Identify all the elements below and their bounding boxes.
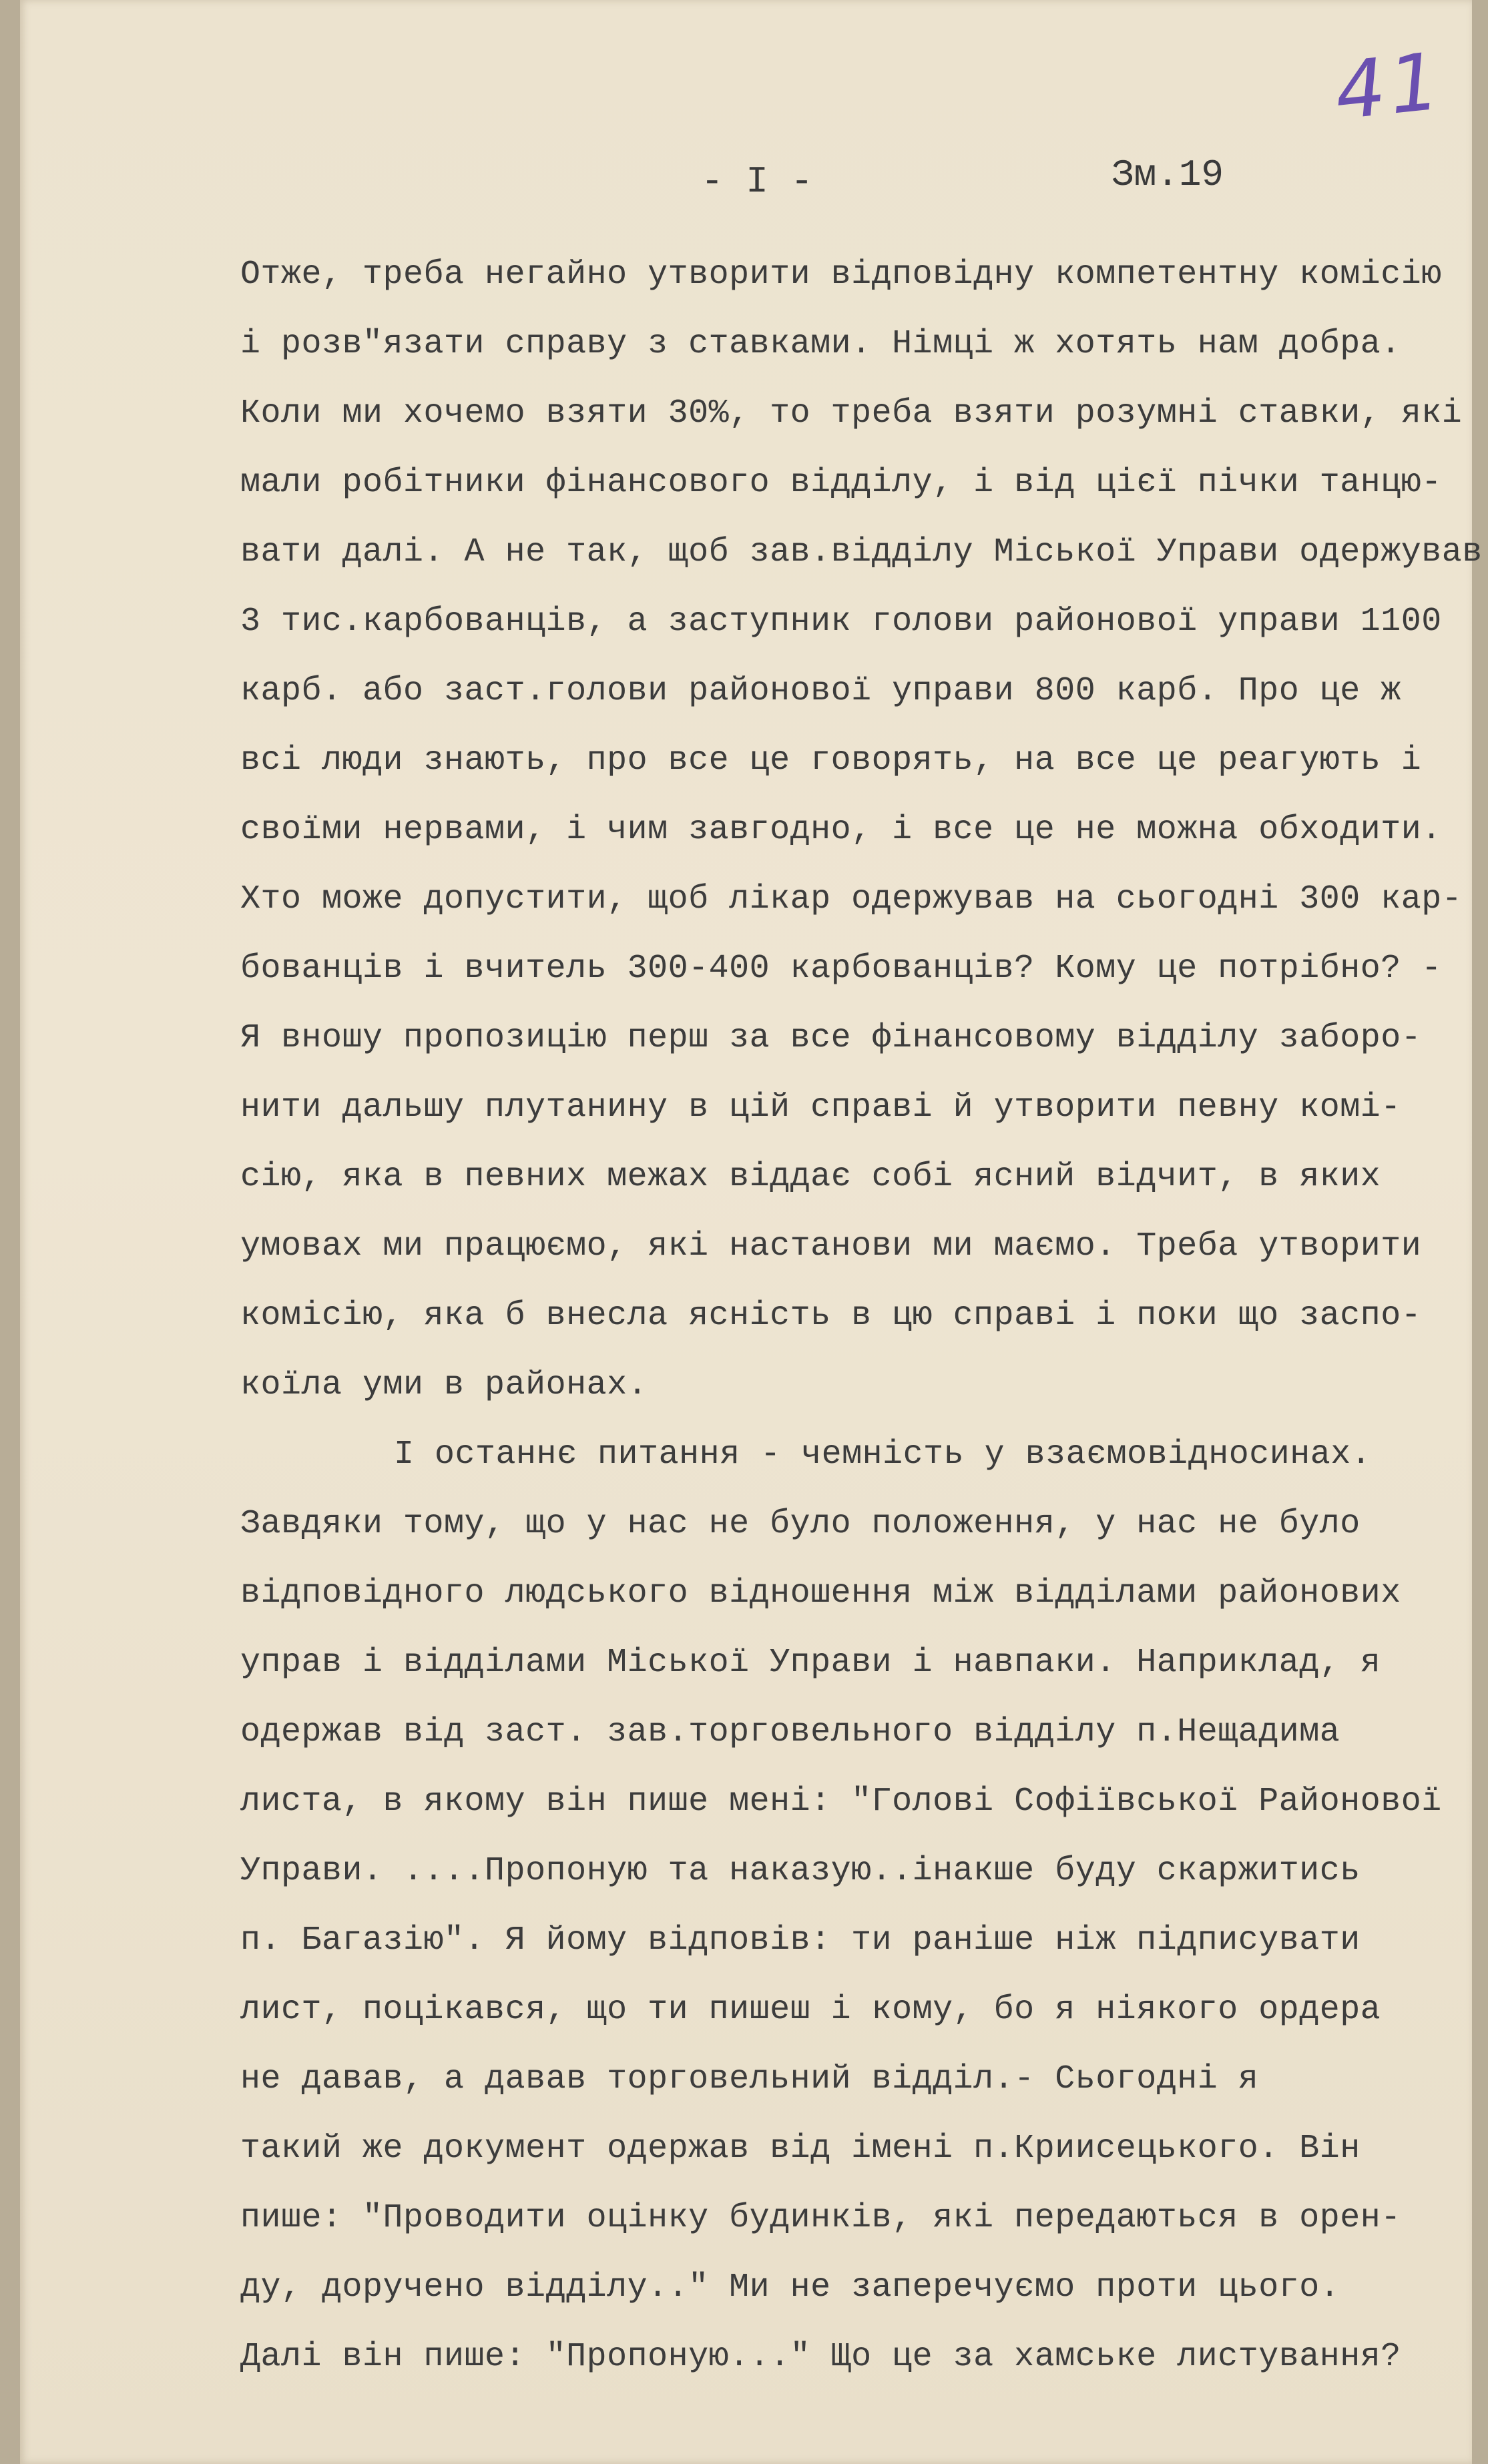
text-line: бованців і вчитель 300-400 карбованців? Кому це потрібно? - xyxy=(240,950,1442,988)
sheet-reference: Зм.19 xyxy=(1111,153,1224,196)
text-line: Завдяки тому, що у нас не було положення, у нас не було xyxy=(240,1505,1360,1543)
text-line: Далі він пише: "Пропоную..." Що це за хамське листування? xyxy=(240,2338,1401,2376)
text-line: Управи. ....Пропоную та наказую..інакше буду скаржитись xyxy=(240,1852,1360,1890)
text-line: відповідного людського відношення між відділами районових xyxy=(240,1574,1401,1612)
text-line: карб. або заст.голови районової управи 800 карб. Про це ж xyxy=(240,672,1401,710)
text-line: сію, яка в певних межах віддає собі ясний відчит, в яких xyxy=(240,1158,1381,1196)
text-line: такий же документ одержав від імені п.Криисецького. Він xyxy=(240,2130,1360,2168)
text-line: 3 тис.карбованців, а заступник голови районової управи 1100 xyxy=(240,603,1442,641)
page-number: - I - xyxy=(701,160,814,203)
text-line: умовах ми працюємо, які настанови ми маємо. Треба утворити xyxy=(240,1227,1422,1265)
text-line: листа, в якому він пише мені: "Голові Софіївської Районової xyxy=(240,1783,1442,1821)
text-line: лист, поцікався, що ти пишеш і кому, бо я ніякого ордера xyxy=(240,1991,1381,2029)
text-line: ду, доручено відділу.." Ми не заперечуємо проти цього. xyxy=(240,2268,1340,2306)
text-line: Отже, треба негайно утворити відповідну компетентну комісію xyxy=(240,256,1442,294)
text-line: і розв"язати справу з ставками. Німці ж хотять нам добра. xyxy=(240,325,1401,363)
text-line: Коли ми хочемо взяти 30%, то треба взяти розумні ставки, які xyxy=(240,394,1463,432)
text-line: Хто може допустити, щоб лікар одержував на сьогодні 300 кар- xyxy=(240,880,1463,918)
text-line: Я вношу пропозицію перш за все фінансовому відділу заборо- xyxy=(240,1019,1422,1057)
text-line: І останнє питання - чемність у взаємовідносинах. xyxy=(394,1436,1372,1474)
text-line: нити дальшу плутанину в цій справі й утворити певну комі- xyxy=(240,1089,1401,1127)
folio-number: 41 xyxy=(1330,34,1448,138)
text-line: своїми нервами, і чим завгодно, і все це не можна обходити. xyxy=(240,811,1442,849)
text-line: коїла уми в районах. xyxy=(240,1366,648,1404)
text-line: всі люди знають, про все це говорять, на все це реагують і xyxy=(240,741,1422,780)
text-line: мали робітники фінансового відділу, і від цієї пічки танцю- xyxy=(240,464,1442,502)
text-line: вати далі. А не так, щоб зав.відділу Міської Управи одержував xyxy=(240,533,1483,571)
text-line: п. Багазію". Я йому відповів: ти раніше ніж підписувати xyxy=(240,1921,1360,1959)
text-line: управ і відділами Міської Управи і навпаки. Наприклад, я xyxy=(240,1644,1381,1682)
text-line: пише: "Проводити оцінку будинків, які передаються в орен- xyxy=(240,2199,1401,2237)
text-line: одержав від заст. зав.торговельного відділу п.Нещадима xyxy=(240,1713,1340,1751)
text-line: комісію, яка б внесла ясність в цю справі і поки що заспо- xyxy=(240,1297,1422,1335)
typed-text-body xyxy=(240,240,1483,2392)
text-line: не давав, а давав торговельний відділ.- Сьогодні я xyxy=(240,2060,1259,2098)
